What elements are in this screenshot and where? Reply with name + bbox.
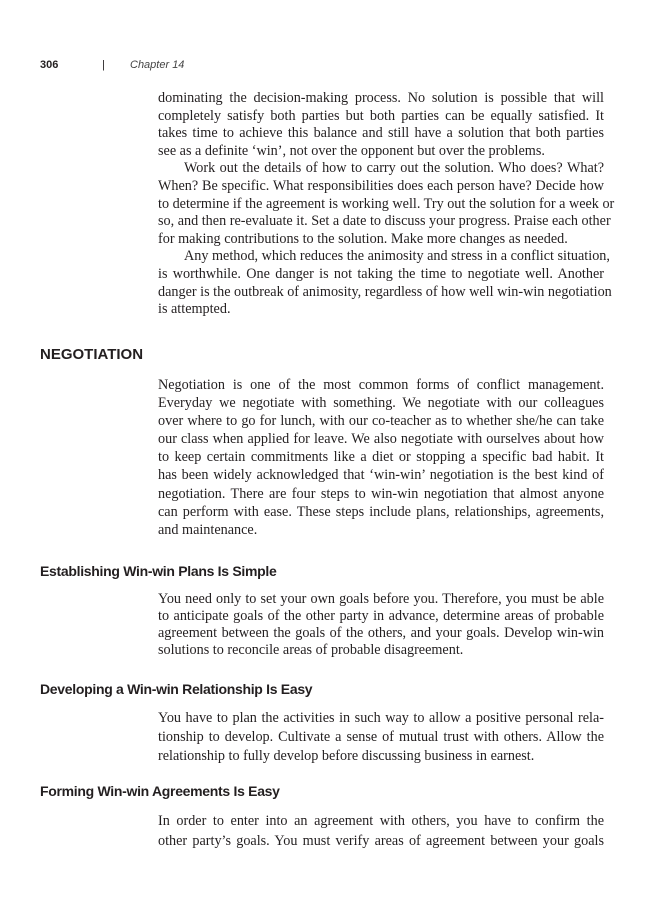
subheading-relationship: Developing a Win-win Relationship Is Easy [40, 681, 313, 697]
text-line: to keep certain commitments like a diet or stopping a specific bad habit. It [158, 449, 604, 466]
relationship-text [158, 709, 604, 766]
text-line: other party’s goals. You must verify areas of agreement between your goals [158, 833, 604, 849]
text-line: solutions to reconcile areas of probable disagreement. [158, 642, 464, 658]
text-line: is attempted. [158, 301, 231, 318]
text-line: In order to enter into an agreement with others, you have to confirm the [158, 813, 604, 829]
text-line: tionship to develop. Cultivate a sense of mutual trust with others. Allow the [158, 729, 604, 745]
text-line: can perform with ease. These steps include plans, relationships, agreements, [158, 503, 604, 520]
text-line: is worthwhile. One danger is not taking the time to negotiate well. Another [158, 265, 604, 282]
intro-text [158, 90, 615, 319]
text-line: Everyday we negotiate with something. We negotiate with our colleagues [158, 395, 604, 412]
text-line: When? Be specific. What responsibilities does each person have? Decide how [158, 177, 604, 194]
agreements-text [158, 811, 604, 851]
page-number: 306 [40, 59, 59, 71]
negotiation-text [158, 376, 604, 539]
text-line: dominating the decision-making process. No solution is possible that will [158, 90, 604, 106]
text-line: danger is the outbreak of animosity, regardless of how well win-win negotiation [158, 283, 612, 300]
text-line: agreement between the goals of the others, and your goals. Develop win-win [158, 625, 604, 641]
text-line: to determine if the agreement is working well. Try out the solution for a week or [158, 195, 615, 212]
text-line: Any method, which reduces the animosity and stress in a conflict situation, [184, 248, 610, 265]
chapter-title: Chapter 14 [130, 59, 185, 71]
text-line: has been widely acknowledged that ‘win-win’ negotiation is the best kind of [158, 467, 604, 484]
text-line: negotiation. There are four steps to win-win negotiation that almost anyone [158, 485, 604, 502]
text-line: over where to go for lunch, with our co-teacher as to whether she/he can take [158, 413, 604, 430]
text-line: for making contributions to the solution. Make more changes as needed. [158, 230, 568, 247]
text-line: You have to plan the activities in such way to allow a positive personal rela- [158, 710, 604, 726]
section-heading-negotiation: NEGOTIATION [40, 346, 144, 363]
text-line: relationship to fully develop before discussing business in earnest. [158, 748, 535, 764]
subheading-plans: Establishing Win-win Plans Is Simple [40, 563, 277, 579]
plans-text [158, 591, 604, 659]
subheading-agreements: Forming Win-win Agreements Is Easy [40, 783, 280, 799]
text-line: our class when applied for leave. We also negotiate with ourselves about how [158, 431, 604, 448]
text-line: Negotiation is one of the most common forms of conflict management. [158, 377, 604, 393]
text-line: completely satisfy both parties but both parties can be equally satisfied. It [158, 107, 604, 124]
header-separator: | [102, 59, 105, 71]
text-line: to anticipate goals of the other party in advance, determine areas of probable [158, 608, 604, 624]
text-line: and maintenance. [158, 521, 258, 538]
text-line: Work out the details of how to carry out the solution. Who does? What? [184, 160, 604, 177]
text-line: so, and then re-evaluate it. Set a date to discuss your progress. Praise each other [158, 213, 611, 230]
text-line: You need only to set your own goals before you. Therefore, you must be able [158, 591, 604, 607]
text-line: takes time to achieve this balance and still have a solution that both parties [158, 125, 604, 142]
text-line: see as a definite ‘win’, not over the opponent but over the problems. [158, 142, 545, 159]
